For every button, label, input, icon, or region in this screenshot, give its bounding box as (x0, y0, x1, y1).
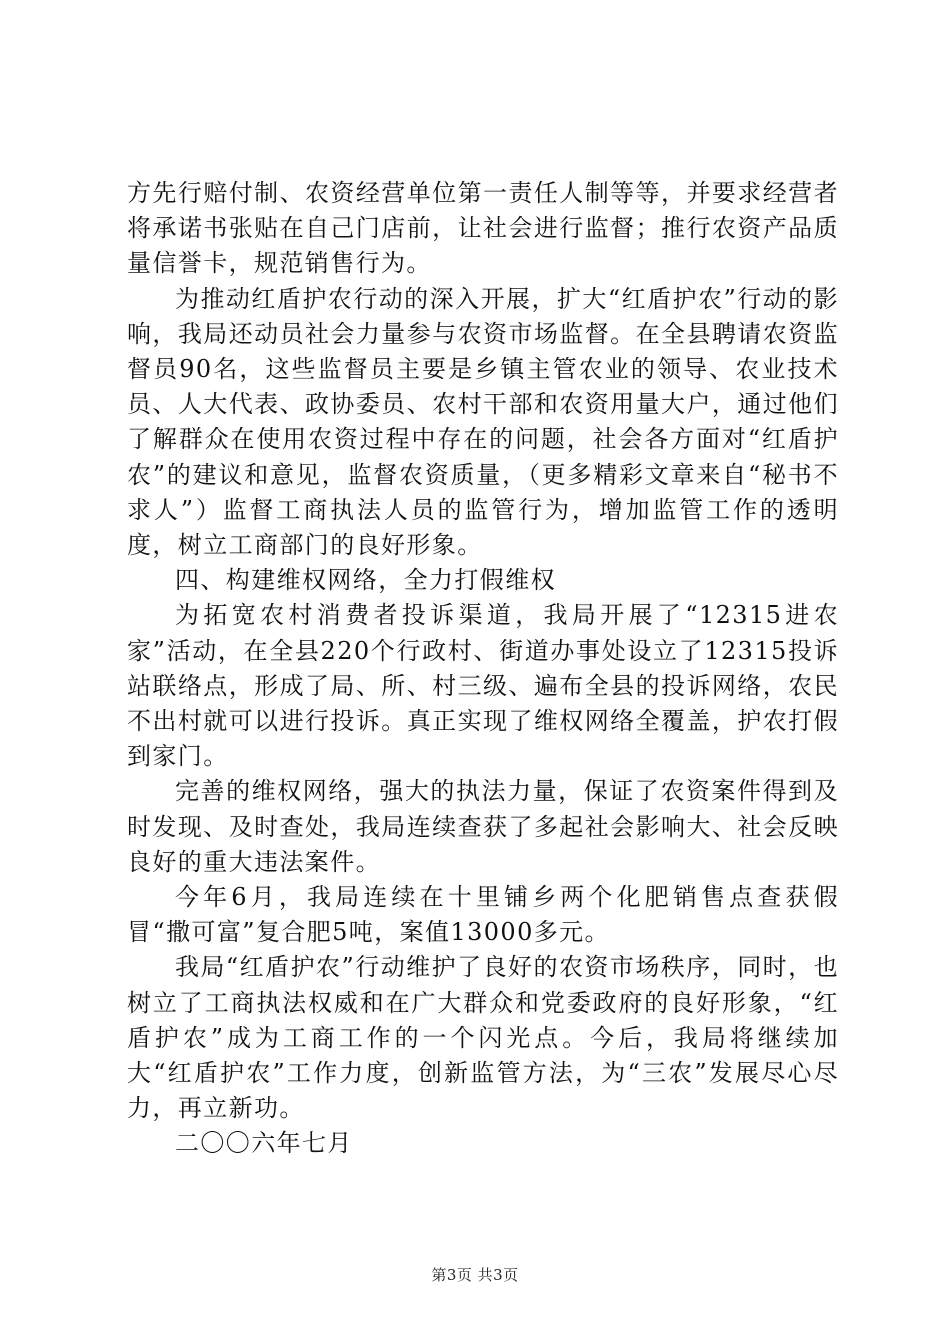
page-number: 第3页 共3页 (431, 1266, 519, 1284)
paragraph-conclusion: 我局“红盾护农”行动维护了良好的农资市场秩序，同时，也树立了工商执法权威和在广大群众和党委政府的良好形象，“红盾护农”成为工商工作的一个闪光点。今后，我局将继续加大“红盾护农”工作力度，创新监管方法，为“三农”发展尽心尽力，再立新功。 (127, 953, 839, 1123)
section-heading: 四、构建维权网络，全力打假维权 (175, 566, 556, 595)
document-body (127, 176, 839, 1162)
document-date: 二〇〇六年七月 (175, 1129, 353, 1158)
paragraph-supervisors: 为推动红盾护农行动的深入开展，扩大“红盾护农”行动的影响，我局还动员社会力量参与农资市场监督。在全县聘请农资监督员90名，这些监督员主要是乡镇主管农业的领导、农业技术员、人大代表、政协委员、农村干部和农资用量大户，通过他们了解群众在使用农资过程中存在的问题，社会各方面对“红盾护农”的建议和意见，监督农资质量，（更多精彩文章来自“秘书不求人”）监督工商执法人员的监管行为，增加监管工作的透明度，树立工商部门的良好形象。 (127, 284, 839, 560)
paragraph-12315: 为拓宽农村消费者投诉渠道，我局开展了“12315进农家”活动，在全县220个行政村、街道办事处设立了12315投诉站联络点，形成了局、所、村三级、遍布全县的投诉网络，农民不出村就可以进行投诉。真正实现了维权网络全覆盖，护农打假到家门。 (127, 601, 839, 771)
paragraph-network: 完善的维权网络，强大的执法力量，保证了农资案件得到及时发现、及时查处，我局连续查获了多起社会影响大、社会反映良好的重大违法案件。 (127, 777, 839, 876)
paragraph-case: 今年6月，我局连续在十里铺乡两个化肥销售点查获假冒“撒可富”复合肥5吨，案值13000多元。 (127, 883, 839, 947)
paragraph-continuation: 方先行赔付制、农资经营单位第一责任人制等等，并要求经营者将承诺书张贴在自己门店前，让社会进行监督；推行农资产品质量信誉卡，规范销售行为。 (127, 179, 839, 278)
